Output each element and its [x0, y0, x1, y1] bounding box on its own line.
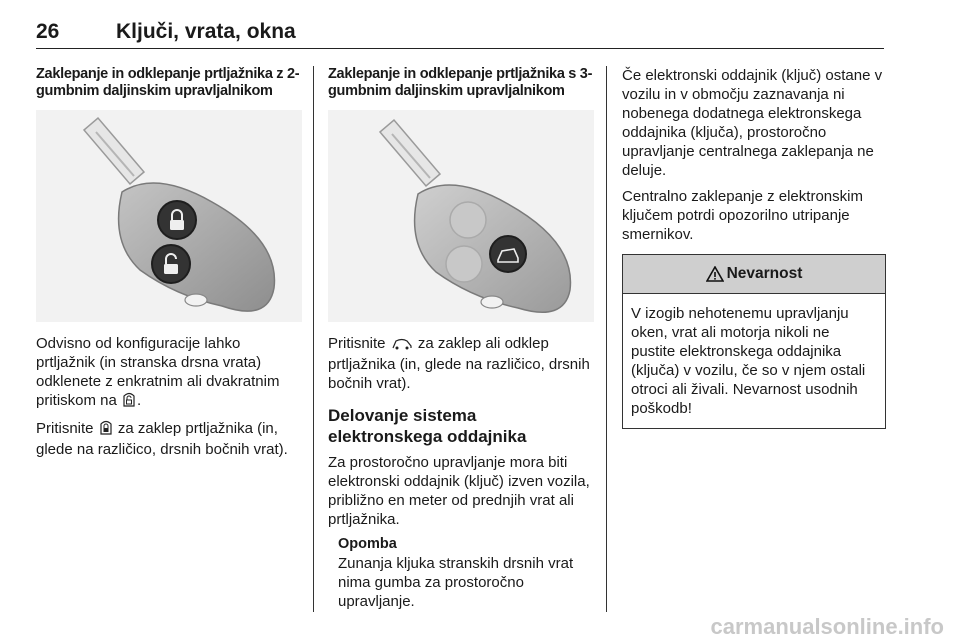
- column-divider: [313, 66, 314, 612]
- column-1: Zaklepanje in odklepanje prtljažnika z 2-gumbnim daljinskim upravljalnikom Odvisno od konfiguracije lahko prtljažnik (in stranska drsna vrata) odklenete z enkratnim ali dvakratnim pritiskom na . Pritisnite za zaklep prtljažnika (in, glede na različico, drsnih bočnih vrat).: [36, 66, 302, 459]
- paragraph-text: Če elektronski oddajnik (ključ) ostane v vozilu in v območju zaznavanja ni nobenega dodatnega elektronskega oddajnika (ključa), prostoročno upravljanje centralnega zaklepanja ne deluje.: [622, 67, 883, 179]
- paragraph-text: Za prostoročno upravljanje mora biti elektronski oddajnik (ključ) izven vozila, približno en meter od prednjih vrat ali prtljažnika.: [328, 454, 590, 528]
- three-button-key-illustration: [328, 110, 594, 322]
- page-number: 26: [36, 20, 60, 43]
- note-text: Zunanja kljuka stranskih drsnih vrat nima gumba za prostoročno upravljanje.: [338, 555, 574, 610]
- danger-box: [622, 254, 886, 429]
- paragraph-text: Pritisnite: [328, 335, 386, 352]
- column-2: Zaklepanje in odklepanje prtljažnika s 3-gumbnim daljinskim upravljalnikom Pritisnite za zaklep ali odklep prtljažnika (in, glede na različico, drsnih bočnih vrat). Delovanje sistema elektronskega oddajnika Za prostoročno upravljanje mora biti elektronski oddajnik (ključ) izven vozila, približno en meter od prednjih vrat ali prtljažnika. Opomba Zunanja kljuka stranskih drsnih vrat nima gumba za prostoročno upravljanje.: [328, 66, 593, 610]
- paragraph-text: Odvisno od konfiguracije lahko prtljažnik (in stranska drsna vrata) odklenete z enkratnim ali dvakratnim pritiskom na: [36, 335, 280, 409]
- danger-header: [623, 255, 885, 294]
- danger-text: V izogib nehotenemu upravljanju oken, vrat ali motorja nikoli ne pustite elektronskega oddajnika (ključa) v vozilu, če so v njem ostali otroci ali živali. Nevarnost usodnih poškodb!: [631, 305, 866, 417]
- section-heading-2-button: Zaklepanje in odklepanje prtljažnika z 2-gumbnim daljinskim upravljalnikom: [36, 66, 300, 99]
- section-heading-3-button: Zaklepanje in odklepanje prtljažnika s 3-gumbnim daljinskim upravljalnikom: [328, 66, 593, 99]
- danger-title: Nevarnost: [726, 265, 803, 282]
- tailgate-unlock-icon: [123, 391, 135, 412]
- note-block: [328, 535, 594, 611]
- paragraph-text: Centralno zaklepanje z elektronskim ključem potrdi opozorilno utripanje smernikov.: [622, 188, 863, 243]
- column-divider: [606, 66, 607, 612]
- warning-triangle-icon: [706, 266, 724, 282]
- note-title: Opomba: [338, 536, 397, 552]
- column-3: [622, 66, 886, 429]
- paragraph-text: Pritisnite: [36, 420, 94, 437]
- tailgate-lock-icon: [100, 419, 112, 440]
- section-heading: Delovanje sistema elektronskega oddajnika: [328, 406, 527, 446]
- page-title: Ključi, vrata, okna: [116, 20, 296, 43]
- car-tailgate-icon: [392, 336, 412, 355]
- two-button-key-illustration: [36, 110, 302, 322]
- page-header: [36, 14, 884, 49]
- watermark: carmanualsonline.info: [710, 614, 944, 639]
